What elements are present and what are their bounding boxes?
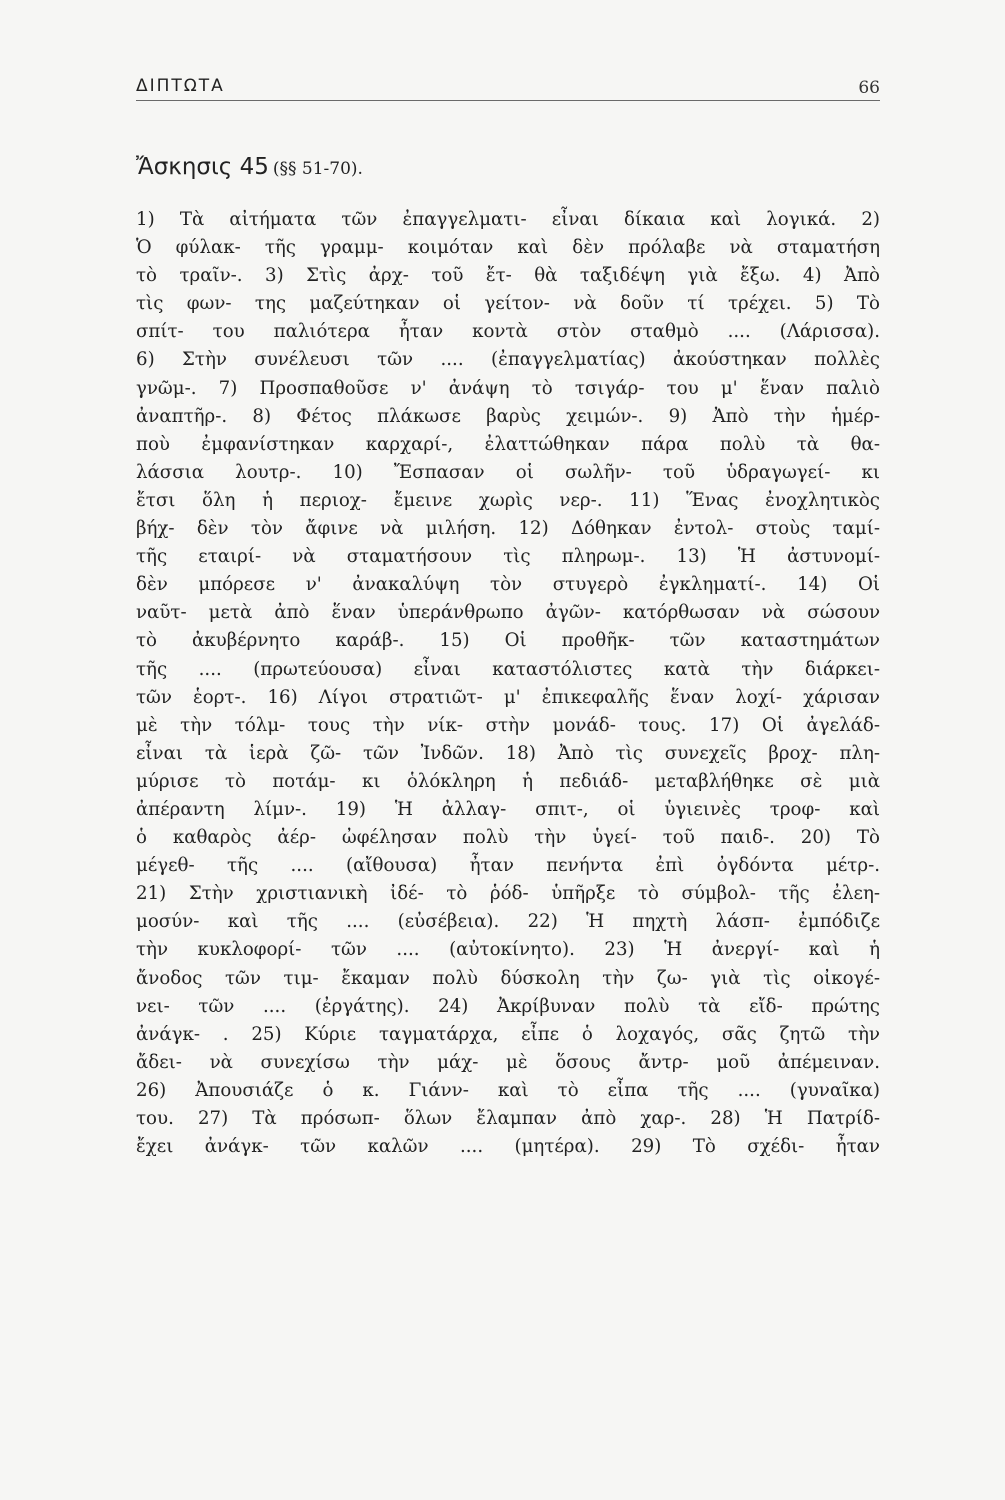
text-line-34: ἔχει ἀνάγκ- τῶν καλῶν .... (μητέρα). 29) Τὸ σχέδι- ἦταν [136,1136,880,1158]
text-line-26: μοσύν- καὶ τῆς .... (εὐσέβεια). 22) Ἡ πηχτὴ λάσπ- ἐμπόδιζε [136,911,880,933]
running-header [136,76,880,101]
text-line-25: 21) Στὴν χριστιανικὴ ἰδέ- τὸ ῥόδ- ὑπῆρξε τὸ σύμβολ- τῆς ἐλεη- [136,883,880,905]
text-line-19: μὲ τὴν τόλμ- τους τὴν νίκ- στὴν μονάδ- τους. 17) Οἱ ἀγελάδ- [136,714,880,736]
text-line-30: ἀνάγκ- . 25) Κύριε ταγματάρχα, εἶπε ὁ λοχαγός, σᾶς ζητῶ τὴν [136,1023,880,1045]
text-line-4: τὶς φων- της μαζεύτηκαν οἱ γείτον- νὰ δοῦν τί τρέχει. 5) Τὸ [136,293,880,315]
text-line-5: σπίτ- του παλιότερα ἦταν κοντὰ στὸν σταθμὸ .... (Λάρισσα). [136,321,880,343]
text-line-32: 26) Ἀπουσιάζε ὁ κ. Γιάνν- καὶ τὸ εἶπα τῆς .... (γυναῖκα) [136,1079,880,1101]
text-line-27: τὴν κυκλοφορί- τῶν .... (αὐτοκίνητο). 23) Ἡ ἀνεργί- καὶ ἡ [136,939,880,961]
text-line-6: 6) Στὴν συνέλευσι τῶν .... (ἐπαγγελματίας) ἀκούστηκαν πολλὲς [136,349,880,371]
exercise-title: Ἄσκησις 45 [136,154,269,180]
text-line-7: γνῶμ-. 7) Προσπαθοῦσε ν' ἀνάψη τὸ τσιγάρ- του μ' ἕναν παλιὸ [136,377,880,399]
text-line-21: μύρισε τὸ ποτάμ- κι ὁλόκληρη ἡ πεδιάδ- μεταβλήθηκε σὲ μιὰ [136,770,880,792]
text-line-33: του. 27) Τὰ πρόσωπ- ὅλων ἔλαμπαν ἀπὸ χαρ-. 28) Ἡ Πατρίδ- [136,1108,880,1129]
text-line-23: ὁ καθαρὸς ἀέρ- ὠφέλησαν πολὺ τὴν ὑγεί- τοῦ παιδ-. 20) Τὸ [136,827,880,849]
text-line-28: ἄνοδος τῶν τιμ- ἔκαμαν πολὺ δύσκολη τὴν ζω- γιὰ τὶς οἰκογέ- [136,967,880,989]
text-line-13: τῆς εταιρί- νὰ σταματήσουν τὶς πληρωμ-. 13) Ἡ ἀστυνομί- [136,546,880,568]
exercise-reference: (§§ 51-70). [272,159,363,179]
text-line-31: ἄδει- νὰ συνεχίσω τὴν μάχ- μὲ ὅσους ἄντρ- μοῦ ἀπέμειναν. [136,1051,880,1073]
page-number: 66 [858,78,880,98]
text-line-15: ναῦτ- μετὰ ἀπὸ ἕναν ὑπεράνθρωπο ἀγῶν- κατόρθωσαν νὰ σώσουν [136,602,880,624]
text-line-10: λάσσια λουτρ-. 10) Ἔσπασαν οἱ σωλῆν- τοῦ ὑδραγωγεί- κι [136,461,880,483]
text-line-14: δὲν μπόρεσε ν' ἀνακαλύψη τὸν στυγερὸ ἐγκληματί-. 14) Οἱ [136,574,880,596]
text-line-11: ἔτσι ὅλη ἡ περιοχ- ἔμεινε χωρὶς νερ-. 11) Ἕνας ἐνοχλητικὸς [136,489,880,511]
text-line-22: ἀπέραντη λίμν-. 19) Ἡ ἀλλαγ- σπιτ-, οἱ ὑγιεινὲς τροφ- καὶ [136,798,880,820]
text-line-2: Ὁ φύλακ- τῆς γραμμ- κοιμόταν καὶ δὲν πρόλαβε νὰ σταματήση [136,237,880,259]
text-line-24: μέγεθ- τῆς .... (αἴθουσα) ἦταν πενήντα ἐπὶ ὀγδόντα μέτρ-. [136,855,880,877]
text-line-16: τὸ ἀκυβέρνητο καράβ-. 15) Οἱ προθῆκ- τῶν καταστημάτων [136,630,880,652]
text-line-18: τῶν ἑορτ-. 16) Λίγοι στρατιῶτ- μ' ἐπικεφαλῆς ἕναν λοχί- χάρισαν [136,686,880,708]
text-line-8: ἀναπτῆρ-. 8) Φέτος πλάκωσε βαρὺς χειμών-. 9) Ἀπὸ τὴν ἡμέρ- [136,405,880,427]
text-line-1: 1) Τὰ αἰτήματα τῶν ἐπαγγελματι- εἶναι δίκαια καὶ λογικά. 2) [136,209,880,230]
text-line-9: ποὺ ἐμφανίστηκαν καρχαρί-, ἐλαττώθηκαν πάρα πολὺ τὰ θα- [136,433,880,455]
exercise-body [136,206,880,1161]
running-title: ΔΙΠΤΩΤΑ [136,76,225,96]
text-line-20: εἶναι τὰ ἱερὰ ζῶ- τῶν Ἰνδῶν. 18) Ἀπὸ τὶς συνεχεῖς βροχ- πλη- [136,742,880,764]
text-line-12: βήχ- δὲν τὸν ἄφινε νὰ μιλήση. 12) Δόθηκαν ἐντολ- στοὺς ταμί- [136,518,880,540]
text-line-29: νει- τῶν .... (ἐργάτης). 24) Ἀκρίβυναν πολὺ τὰ εἴδ- πρώτης [136,995,880,1017]
text-line-17: τῆς .... (πρωτεύουσα) εἶναι καταστόλιστες κατὰ τὴν διάρκει- [136,658,880,680]
text-line-3: τὸ τραῖν-. 3) Στὶς ἀρχ- τοῦ ἔτ- θὰ ταξιδέψη γιὰ ἔξω. 4) Ἀπὸ [136,265,880,287]
exercise-heading [136,154,363,180]
